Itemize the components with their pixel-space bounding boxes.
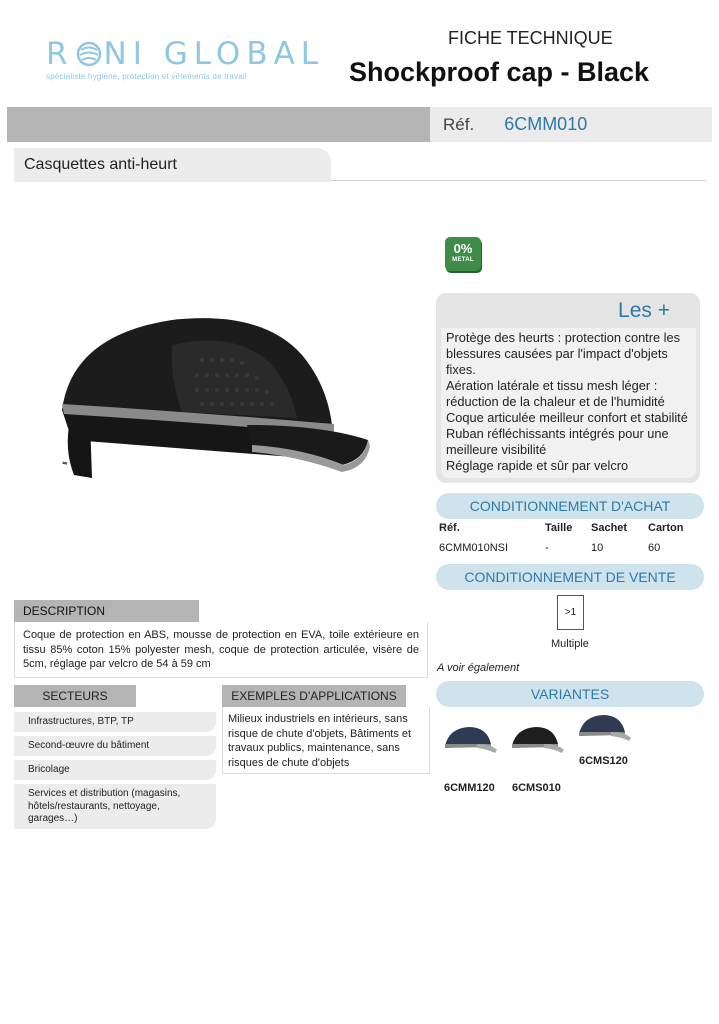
variants-header: VARIANTES <box>436 681 704 707</box>
brand-tagline: spécialiste hygiène, protection et vêtements de travail <box>46 72 247 81</box>
advantage-line: blessures causées par l'impact d'objets <box>446 346 668 361</box>
svg-text:▮: ▮ <box>61 460 69 466</box>
advantages-title: Les + <box>618 299 670 322</box>
variant-code[interactable]: 6CMS120 <box>579 755 628 767</box>
product-title: Shockproof cap - Black <box>349 57 650 87</box>
applications-header: EXEMPLES D'APPLICATIONS <box>222 685 406 707</box>
logo-letter-r: R <box>46 36 74 72</box>
col-carton: Carton <box>648 522 684 534</box>
sale-quantity-label: Multiple <box>551 638 589 650</box>
advantage-line: réduction de la chaleur et de l'humidité <box>446 394 665 409</box>
variant-code[interactable]: 6CMM120 <box>444 782 495 794</box>
badge-text: METAL <box>452 257 474 263</box>
variant-code[interactable]: 6CMS010 <box>512 782 561 794</box>
product-image <box>52 300 374 500</box>
cell-carton: 60 <box>648 542 661 554</box>
advantage-line: Réglage rapide et sûr par velcro <box>446 458 629 473</box>
col-size: Taille <box>545 522 573 534</box>
ref-label: Réf. <box>443 114 475 134</box>
advantage-line: Ruban réfléchissants intégrés pour une <box>446 426 669 441</box>
advantages-list <box>441 328 696 478</box>
advantage-line: fixes. <box>446 362 476 377</box>
sale-quantity-box: >1 <box>557 595 584 630</box>
purchase-packaging-header: CONDITIONNEMENT D'ACHAT <box>436 493 704 519</box>
table-header-row <box>439 522 701 542</box>
advantage-line: Coque articulée meilleur confort et stabilité <box>446 410 688 425</box>
advantage-line: Protège des heurts : protection contre les <box>446 330 681 345</box>
sector-item: Second-œuvre du bâtiment <box>14 736 216 756</box>
advantages-panel <box>436 293 700 483</box>
cell-ref: 6CMM010NSI <box>439 542 509 554</box>
applications-text: Milieux industriels en intérieurs, sans risque de chute d'objets, Bâtiments et travaux publics, maintenance, sans risques de chute d'objets <box>222 707 430 774</box>
sectors-header: SECTEURS <box>14 685 136 707</box>
zero-metal-badge <box>445 237 481 271</box>
cell-size: - <box>545 542 549 554</box>
advantage-line: Aération latérale et tissu mesh léger : <box>446 378 658 393</box>
reference-band <box>430 107 712 142</box>
purchase-table <box>439 522 701 562</box>
sector-item: Bricolage <box>14 760 216 780</box>
col-ref: Réf. <box>439 522 460 534</box>
variant-image[interactable] <box>575 710 633 748</box>
category-tab: Casquettes anti-heurt <box>14 148 331 182</box>
globe-icon <box>76 41 102 67</box>
sector-item: Services et distribution (magasins, hôtels/restaurants, nettoyage, garages…) <box>14 784 216 829</box>
logo-letters-rest: NI GLOBAL <box>103 36 325 72</box>
see-also-label: A voir également <box>437 662 520 674</box>
cell-bag: 10 <box>591 542 604 554</box>
advantage-line: meilleure visibilité <box>446 442 547 457</box>
sale-packaging-header: CONDITIONNEMENT DE VENTE <box>436 564 704 590</box>
badge-percent: 0% <box>453 241 473 256</box>
variant-image[interactable] <box>441 722 499 760</box>
brand-logo <box>46 36 326 81</box>
logo-wordmark <box>46 36 326 72</box>
variant-image[interactable] <box>508 722 566 760</box>
sector-item: Infrastructures, BTP, TP <box>14 712 216 732</box>
header-band <box>7 107 430 142</box>
description-header: DESCRIPTION <box>14 600 199 622</box>
category-divider <box>331 180 706 181</box>
table-row <box>439 542 701 562</box>
description-text: Coque de protection en ABS, mousse de protection en EVA, toile extérieure en tissu 85% coton 15% polyester mesh, coque de protection articulée, visère de 5cm, réglage par velcro de 54 à 59 cm <box>14 622 428 678</box>
ref-value: 6CMM010 <box>504 114 588 134</box>
col-bag: Sachet <box>591 522 628 534</box>
doc-type: FICHE TECHNIQUE <box>448 28 613 48</box>
